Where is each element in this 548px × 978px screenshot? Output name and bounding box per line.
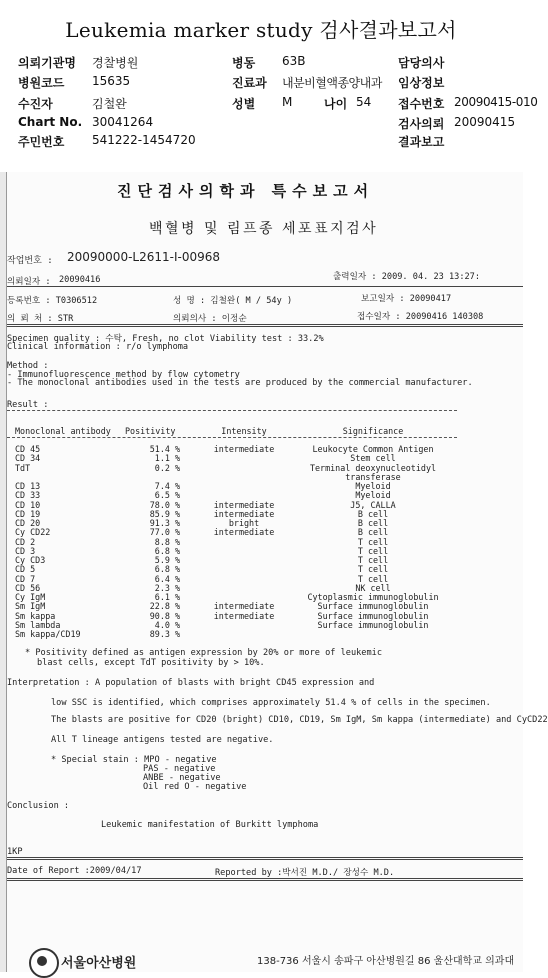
scanned-report-frame [0, 172, 548, 972]
intensity-cell: intermediate [213, 527, 275, 538]
scanned-report [6, 172, 548, 972]
inst-label: 의뢰기관명 [18, 56, 76, 70]
req-doctor: 의뢰의사 : 이정순 [173, 314, 247, 324]
significance-cell: B cell [357, 527, 389, 538]
intensity-cell: intermediate [213, 444, 275, 454]
reg-no: 등록번호 : T0306512 [7, 296, 98, 306]
significance-cell: Surface immunoglobulin [317, 610, 429, 621]
column-header: Significance [342, 426, 404, 436]
logo-mark [37, 956, 47, 966]
recv-label: 접수번호 [398, 97, 445, 111]
intensity-cell: intermediate [213, 601, 275, 612]
positivity-cell: 6.1 % [154, 592, 180, 602]
significance-cell: J5, CALLA [350, 499, 396, 510]
recv-date: 접수일자 : 20090416 140308 [357, 312, 484, 322]
intensity-cell: intermediate [213, 499, 275, 510]
antibody-cell: Sm lambda [15, 619, 61, 630]
antibody-cell: TdT [15, 462, 31, 473]
significance-cell: Cytoplasmic immunoglobulin [307, 592, 439, 602]
divider [7, 286, 523, 287]
intensity-cell: intermediate [213, 610, 275, 621]
significance-cell: T cell [357, 555, 389, 565]
positivity-cell: 89.3 % [149, 629, 180, 639]
date-of-report: Date of Report :2009/04/17 [7, 866, 142, 876]
antibody-cell: Sm kappa/CD19 [15, 629, 81, 639]
antibody-cell: CD 5 [15, 564, 36, 575]
positivity-cell: 2.3 % [154, 582, 180, 593]
report-subtitle: 백혈병 및 림프종 세포표지검사 [149, 221, 379, 237]
significance-cell: transferase [345, 471, 401, 482]
ward-value: 63B [282, 54, 306, 68]
inst-value: 경찰병원 [92, 56, 139, 70]
clinical-label: 임상정보 [398, 76, 445, 90]
method-line-1: - Immunofluorescence method by flow cytometry [7, 370, 240, 380]
significance-cell: NK cell [355, 582, 391, 593]
req-label: 검사의뢰 [398, 117, 445, 131]
significance-cell: Surface immunoglobulin [317, 619, 429, 630]
antibody-cell: CD 3 [15, 545, 36, 556]
significance-cell: Leukocyte Common Antigen [312, 444, 434, 454]
hospital-address: 138-736 서울시 송파구 아산병원길 86 울산대학교 의과대 [257, 956, 515, 967]
stain-line-3: ANBE - negative [143, 773, 221, 783]
significance-cell: T cell [357, 573, 389, 584]
note-line-2: blast cells, except TdT positivity by > 10%. [37, 658, 265, 668]
hospital-logo [29, 948, 59, 978]
positivity-cell: 0.2 % [154, 462, 180, 473]
divider [7, 878, 523, 881]
req-date: 20090416 [59, 275, 101, 285]
ward-label: 병동 [232, 56, 256, 70]
column-header: Positivity [125, 426, 176, 436]
intensity-cell: intermediate [213, 508, 275, 519]
method-label: Method : [7, 361, 49, 371]
column-header: Intensity [221, 426, 267, 436]
intensity-cell: bright [228, 518, 260, 528]
chart-value: 30041264 [92, 115, 154, 129]
positivity-cell: 5.9 % [154, 555, 180, 565]
rrn-value: 541222-1454720 [92, 133, 196, 147]
antibody-cell: CD 33 [15, 490, 41, 501]
dept-value: 내분비혈액종양내과 [282, 76, 382, 90]
hospcode-label: 병원코드 [18, 76, 65, 90]
positivity-cell: 77.0 % [149, 527, 180, 538]
note-line-1: * Positivity defined as antigen expression by 20% or more of leukemic [25, 648, 382, 658]
divider [7, 324, 523, 327]
method-line-2: - The monoclonal antibodies used in the tests are produced by the commercial manufacturer. [7, 378, 473, 388]
interpretation-line-3: The blasts are positive for CD20 (bright) CD10, CD19, Sm IgM, Sm kappa (intermediate) and CyCD22 [51, 715, 548, 725]
sex-label: 성별 [232, 97, 256, 111]
chart-label: Chart No. [18, 115, 83, 129]
antibody-cell: CD 7 [15, 573, 36, 584]
significance-cell: Myeloid [355, 481, 391, 491]
rrn-label: 주민번호 [18, 135, 65, 149]
interpretation-line-2: low SSC is identified, which comprises approximately 51.4 % of cells in the specimen. [51, 698, 491, 708]
dept-label: 진료과 [232, 76, 267, 90]
hospcode-value: 15635 [92, 74, 131, 88]
doctor-label: 담당의사 [398, 56, 445, 70]
significance-cell: T cell [357, 564, 389, 575]
positivity-cell: 4.0 % [154, 619, 180, 630]
antibody-cell: CD 10 [15, 499, 41, 510]
marker-table [15, 426, 455, 646]
conclusion-label: Conclusion : [7, 801, 70, 811]
patient-name: 성 명 : 김철완( M / 54y ) [173, 296, 293, 306]
result-label: 결과보고 [398, 135, 445, 149]
stain-line-2: PAS - negative [143, 764, 216, 774]
result-label: Result : [7, 400, 49, 410]
significance-cell: B cell [357, 518, 389, 528]
positivity-cell: 6.5 % [154, 490, 180, 501]
hospital-name: 서울아산병원 [61, 956, 137, 971]
positivity-cell: 6.4 % [154, 573, 180, 584]
req-date-label: 의뢰일자 : [7, 277, 51, 287]
positivity-cell: 6.8 % [154, 564, 180, 575]
antibody-cell: Cy IgM [15, 592, 46, 602]
divider [7, 410, 457, 411]
significance-cell: T cell [357, 536, 389, 547]
antibody-cell: CD 13 [15, 481, 41, 491]
antibody-cell: Sm IgM [15, 601, 46, 612]
divider [7, 437, 457, 438]
print-date: 출력일자 : 2009. 04. 23 13:27: [333, 272, 481, 282]
significance-cell: Surface immunoglobulin [317, 601, 429, 612]
antibody-cell: CD 34 [15, 453, 41, 464]
interpretation-line-1: Interpretation : A population of blasts with bright CD45 expression and [7, 678, 375, 688]
significance-cell: B cell [357, 508, 389, 519]
client: 의 뢰 처 : STR [7, 314, 74, 324]
age-label: 나이 [324, 97, 348, 111]
positivity-cell: 91.3 % [149, 518, 180, 528]
recv-value: 20090415-010 [454, 95, 538, 109]
positivity-cell: 8.8 % [154, 536, 180, 547]
stain-line-1: * Special stain : MPO - negative [51, 755, 217, 765]
antibody-cell: CD 56 [15, 582, 41, 593]
interpretation-line-4: All T lineage antigens tested are negative. [51, 735, 274, 745]
positivity-cell: 1.1 % [154, 453, 180, 464]
antibody-cell: CD 19 [15, 508, 41, 519]
report-date: 보고일자 : 20090417 [361, 294, 452, 304]
age-value: 54 [356, 95, 372, 109]
specimen: Specimen quality : 수탁, Fresh, no clot Viability test : 33.2% [7, 334, 324, 344]
significance-cell: Stem cell [350, 453, 396, 464]
req-value: 20090415 [454, 115, 516, 129]
significance-cell: T cell [357, 545, 389, 556]
positivity-cell: 6.8 % [154, 545, 180, 556]
positivity-cell: 90.8 % [149, 610, 180, 621]
positivity-cell: 7.4 % [154, 481, 180, 491]
column-header: Monoclonal antibody [15, 426, 111, 436]
antibody-cell: Cy CD22 [15, 527, 51, 538]
positivity-cell: 85.9 % [149, 508, 180, 519]
clinical-info: Clinical information : r/o lymphoma [7, 342, 189, 352]
significance-cell: Terminal deoxynucleotidyl [309, 462, 437, 473]
kp-code: 1KP [7, 847, 23, 857]
report-title: 진단검사의학과 특수보고서 [117, 182, 375, 200]
antibody-cell: CD 2 [15, 536, 36, 547]
sex-value: M [282, 95, 293, 109]
positivity-cell: 78.0 % [149, 499, 180, 510]
divider [7, 857, 523, 860]
antibody-cell: Sm kappa [15, 610, 56, 621]
work-no: 20090000-L2611-I-00968 [67, 250, 221, 264]
page-title: Leukemia marker study 검사결과보고서 [65, 18, 457, 42]
patient-label: 수진자 [18, 97, 53, 111]
positivity-cell: 51.4 % [149, 444, 180, 454]
antibody-cell: CD 45 [15, 444, 41, 454]
reported-by: Reported by :박서진 M.D./ 장성수 M.D. [215, 868, 395, 878]
stain-line-4: Oil red O - negative [143, 782, 247, 792]
significance-cell: Myeloid [355, 490, 391, 501]
conclusion: Leukemic manifestation of Burkitt lymphoma [101, 820, 319, 830]
report-header [0, 0, 538, 168]
patient-value: 김철완 [92, 97, 127, 111]
work-no-label: 작업번호 : [7, 256, 53, 266]
antibody-cell: CD 20 [15, 518, 41, 528]
positivity-cell: 22.8 % [149, 601, 180, 612]
antibody-cell: Cy CD3 [15, 555, 46, 565]
